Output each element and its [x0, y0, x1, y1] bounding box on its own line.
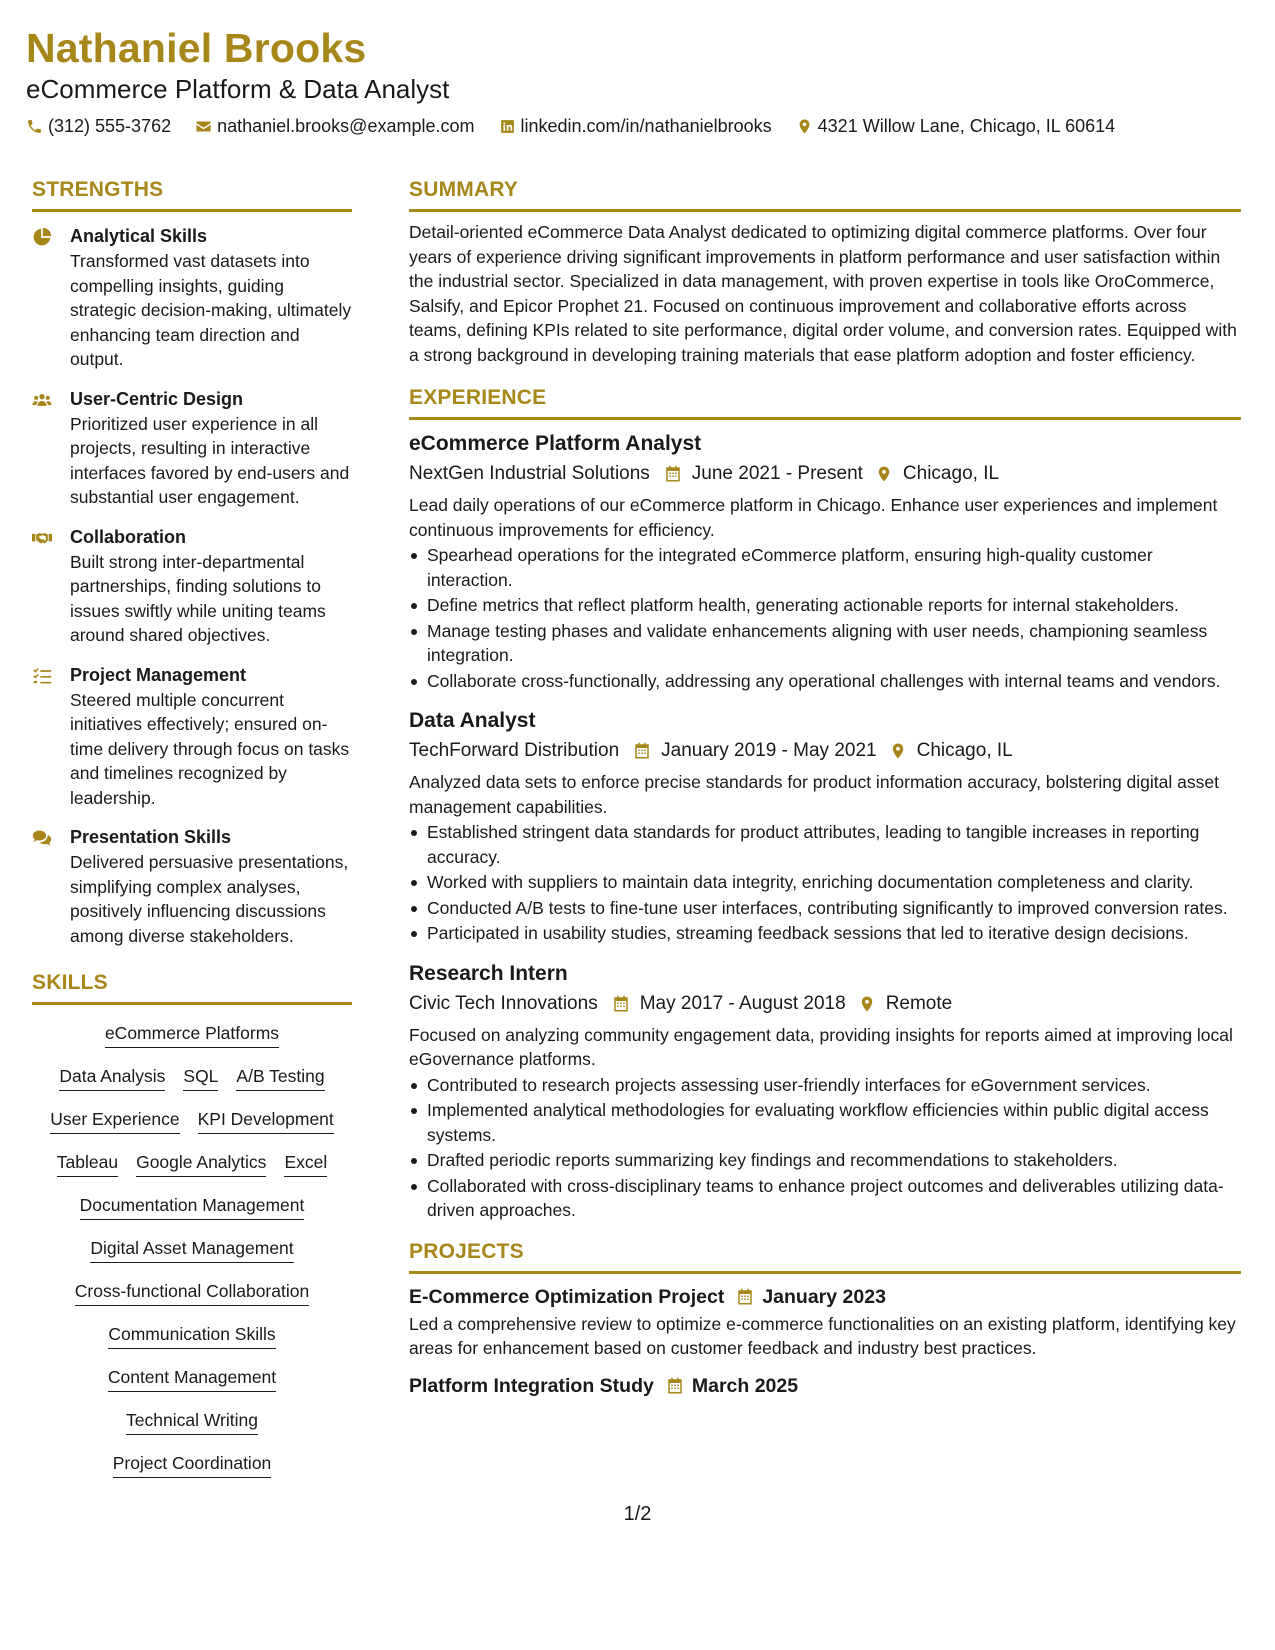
skill-tag: A/B Testing	[236, 1064, 324, 1091]
resume-header	[26, 22, 1246, 137]
strength-desc: Steered multiple concurrent initiatives effectively; ensured on-time delivery through focus on tasks and timelines recognized by leadership.	[70, 689, 350, 808]
strengths-list	[32, 224, 352, 948]
skill-tag: Content Management	[108, 1365, 276, 1392]
skill-tag: Digital Asset Management	[90, 1236, 293, 1263]
strengths-heading: STRENGTHS	[32, 177, 352, 212]
users-icon	[32, 390, 52, 410]
job-description: Lead daily operations of our eCommerce platform in Chicago. Enhance user experiences and implement continuous improvements for efficiency.	[409, 495, 1218, 540]
job-meta	[409, 738, 1241, 764]
contact-phone[interactable]	[26, 115, 171, 137]
strength-item	[32, 663, 352, 811]
skill-tag: Project Coordination	[113, 1451, 272, 1478]
checklist-icon	[32, 666, 52, 686]
job-title: Research Intern	[409, 961, 568, 985]
skills-section	[32, 970, 352, 1494]
bullet-item: Define metrics that reflect platform health, generating actionable reports for internal stakeholders.	[409, 593, 1241, 618]
calendar-icon	[664, 465, 682, 483]
job-entry	[409, 430, 1241, 693]
envelope-icon	[195, 118, 212, 135]
job-description: Focused on analyzing community engagement data, providing insights for reports aimed at improving local eGovernance platforms.	[409, 1024, 1233, 1069]
skill-tag: Documentation Management	[80, 1193, 305, 1220]
contact-email[interactable]	[195, 115, 474, 137]
bullet-item: Participated in usability studies, streaming feedback sessions that led to iterative design decisions.	[409, 921, 1241, 946]
phone-text: (312) 555-3762	[48, 116, 172, 136]
job-description: Analyzed data sets to enforce precise standards for product information accuracy, bolstering digital asset management capabilities.	[409, 772, 1219, 817]
map-pin-icon	[875, 465, 893, 483]
job-bullets	[409, 820, 1241, 946]
candidate-name: Nathaniel Brooks	[26, 25, 367, 71]
skill-tag: KPI Development	[198, 1107, 334, 1134]
strength-item	[32, 825, 352, 948]
strength-desc: Built strong inter-departmental partnerships, finding solutions to issues swiftly while uniting teams around shared objectives.	[70, 551, 326, 645]
calendar-icon	[633, 742, 651, 760]
strength-item	[32, 224, 352, 372]
job-location: Chicago, IL	[902, 463, 1000, 484]
job-entry	[409, 960, 1241, 1223]
contact-linkedin[interactable]	[499, 115, 772, 137]
strength-item	[32, 387, 352, 510]
strength-title: Collaboration	[70, 526, 186, 547]
job-title: eCommerce Platform Analyst	[409, 432, 702, 455]
skill-tag: eCommerce Platforms	[105, 1021, 279, 1048]
project-title: E-Commerce Optimization Project	[409, 1285, 725, 1308]
map-pin-icon	[889, 742, 907, 760]
project-date: January 2023	[762, 1285, 886, 1308]
strength-title: Analytical Skills	[70, 226, 208, 246]
experience-section	[409, 385, 1241, 1223]
strength-title: Project Management	[70, 664, 247, 685]
bullet-item: Drafted periodic reports summarizing key findings and recommendations to stakeholders.	[409, 1148, 1241, 1173]
skill-tag: User Experience	[50, 1107, 179, 1134]
bullet-item: Worked with suppliers to maintain data integrity, enriching documentation completeness and clarity.	[409, 870, 1241, 895]
summary-text: Detail-oriented eCommerce Data Analyst dedicated to optimizing digital commerce platforms. Over four years of experience driving significant improvements in platform performance and user satisfaction within the industrial sector. Specialized in data management, with proven expertise in tools like OroCommerce, Salsify, and Epicor Prophet 21. Focused on continuous improvement and collaborative efforts across teams, defining KPIs related to site performance, digital order volume, and conversion rates. Equipped with a strong background in developing training materials that ease platform adoption and foster efficiency.	[409, 222, 1237, 365]
job-dates: January 2019 - May 2021	[661, 740, 877, 761]
comments-icon	[32, 828, 52, 848]
left-column	[32, 177, 352, 1494]
job-meta	[409, 991, 1241, 1017]
strength-desc: Delivered persuasive presentations, simplifying complex analyses, positively influencing discussions among diverse stakeholders.	[70, 852, 349, 946]
address-text: 4321 Willow Lane, Chicago, IL 60614	[817, 116, 1116, 136]
projects-heading: PROJECTS	[409, 1239, 1241, 1274]
job-location: Chicago, IL	[916, 740, 1013, 761]
pie-chart-icon	[32, 227, 52, 247]
experience-heading: EXPERIENCE	[409, 385, 1241, 420]
calendar-icon	[612, 995, 630, 1013]
right-column	[409, 177, 1241, 1399]
job-company: TechForward Distribution	[409, 740, 620, 761]
bullet-item: Manage testing phases and validate enhancements aligning with user needs, championing seamless integration.	[409, 619, 1241, 668]
phone-icon	[26, 118, 43, 135]
linkedin-icon	[499, 118, 516, 135]
strength-title: Presentation Skills	[70, 827, 232, 847]
project-entry	[409, 1373, 1241, 1399]
job-dates: May 2017 - August 2018	[639, 992, 846, 1014]
skill-tag: Tableau	[57, 1150, 118, 1177]
email-text: nathaniel.brooks@example.com	[217, 116, 475, 136]
skill-tag: Excel	[284, 1150, 327, 1177]
map-pin-icon	[858, 995, 876, 1013]
skill-tag: Technical Writing	[126, 1408, 258, 1435]
skill-tag: Communication Skills	[108, 1322, 275, 1349]
project-description: Led a comprehensive review to optimize e-commerce functionalities on an existing platform, identifying key areas for enhancement based on customer feedback and industry best practices.	[409, 1313, 1236, 1358]
project-title: Platform Integration Study	[409, 1374, 654, 1397]
job-company: Civic Tech Innovations	[409, 992, 598, 1014]
strength-desc: Prioritized user experience in all projects, resulting in interactive interfaces favored by end-users and substantial user engagement.	[70, 413, 350, 507]
skill-tag: SQL	[183, 1064, 218, 1091]
skill-tag: Cross-functional Collaboration	[75, 1279, 309, 1306]
job-company: NextGen Industrial Solutions	[409, 463, 650, 484]
strength-title: User-Centric Design	[70, 388, 244, 409]
project-date: March 2025	[691, 1374, 799, 1397]
page-number: 1/2	[623, 1503, 652, 1525]
job-bullets	[409, 543, 1241, 693]
job-location: Remote	[885, 992, 953, 1014]
summary-heading: SUMMARY	[409, 177, 1241, 212]
skill-tag: Google Analytics	[136, 1150, 266, 1177]
projects-section	[409, 1239, 1241, 1399]
skills-list	[32, 1021, 352, 1494]
job-bullets	[409, 1073, 1241, 1223]
calendar-icon	[666, 1377, 684, 1395]
bullet-item: Implemented analytical methodologies for evaluating workflow efficiencies within public digital access systems.	[409, 1098, 1241, 1147]
bullet-item: Established stringent data standards for product attributes, leading to tangible increases in reporting accuracy.	[409, 820, 1241, 869]
linkedin-text: linkedin.com/in/nathanielbrooks	[520, 116, 772, 136]
calendar-icon	[736, 1288, 754, 1306]
project-entry	[409, 1284, 1241, 1361]
bullet-item: Contributed to research projects assessing user-friendly interfaces for eGovernment services.	[409, 1073, 1241, 1098]
handshake-icon	[32, 528, 52, 548]
contact-address	[796, 115, 1116, 137]
strength-desc: Transformed vast datasets into compelling insights, guiding strategic decision-making, ultimately enhancing team direction and output.	[70, 251, 352, 369]
strength-item	[32, 525, 352, 648]
job-title: Data Analyst	[409, 709, 536, 732]
bullet-item: Collaborate cross-functionally, addressing any operational challenges with internal teams and vendors.	[409, 669, 1241, 694]
map-pin-icon	[796, 118, 813, 135]
skill-tag: Data Analysis	[59, 1064, 165, 1091]
job-dates: June 2021 - Present	[691, 463, 863, 484]
bullet-item: Conducted A/B tests to fine-tune user interfaces, contributing significantly to improved conversion rates.	[409, 896, 1241, 921]
contact-bar	[26, 115, 1246, 137]
job-meta	[409, 461, 1241, 487]
skills-heading: SKILLS	[32, 970, 352, 1005]
job-entry	[409, 707, 1241, 946]
bullet-item: Spearhead operations for the integrated eCommerce platform, ensuring high-quality customer interaction.	[409, 543, 1241, 592]
bullet-item: Collaborated with cross-disciplinary teams to enhance project outcomes and deliverables utilizing data-driven approaches.	[409, 1174, 1241, 1223]
candidate-title: eCommerce Platform & Data Analyst	[26, 74, 450, 104]
